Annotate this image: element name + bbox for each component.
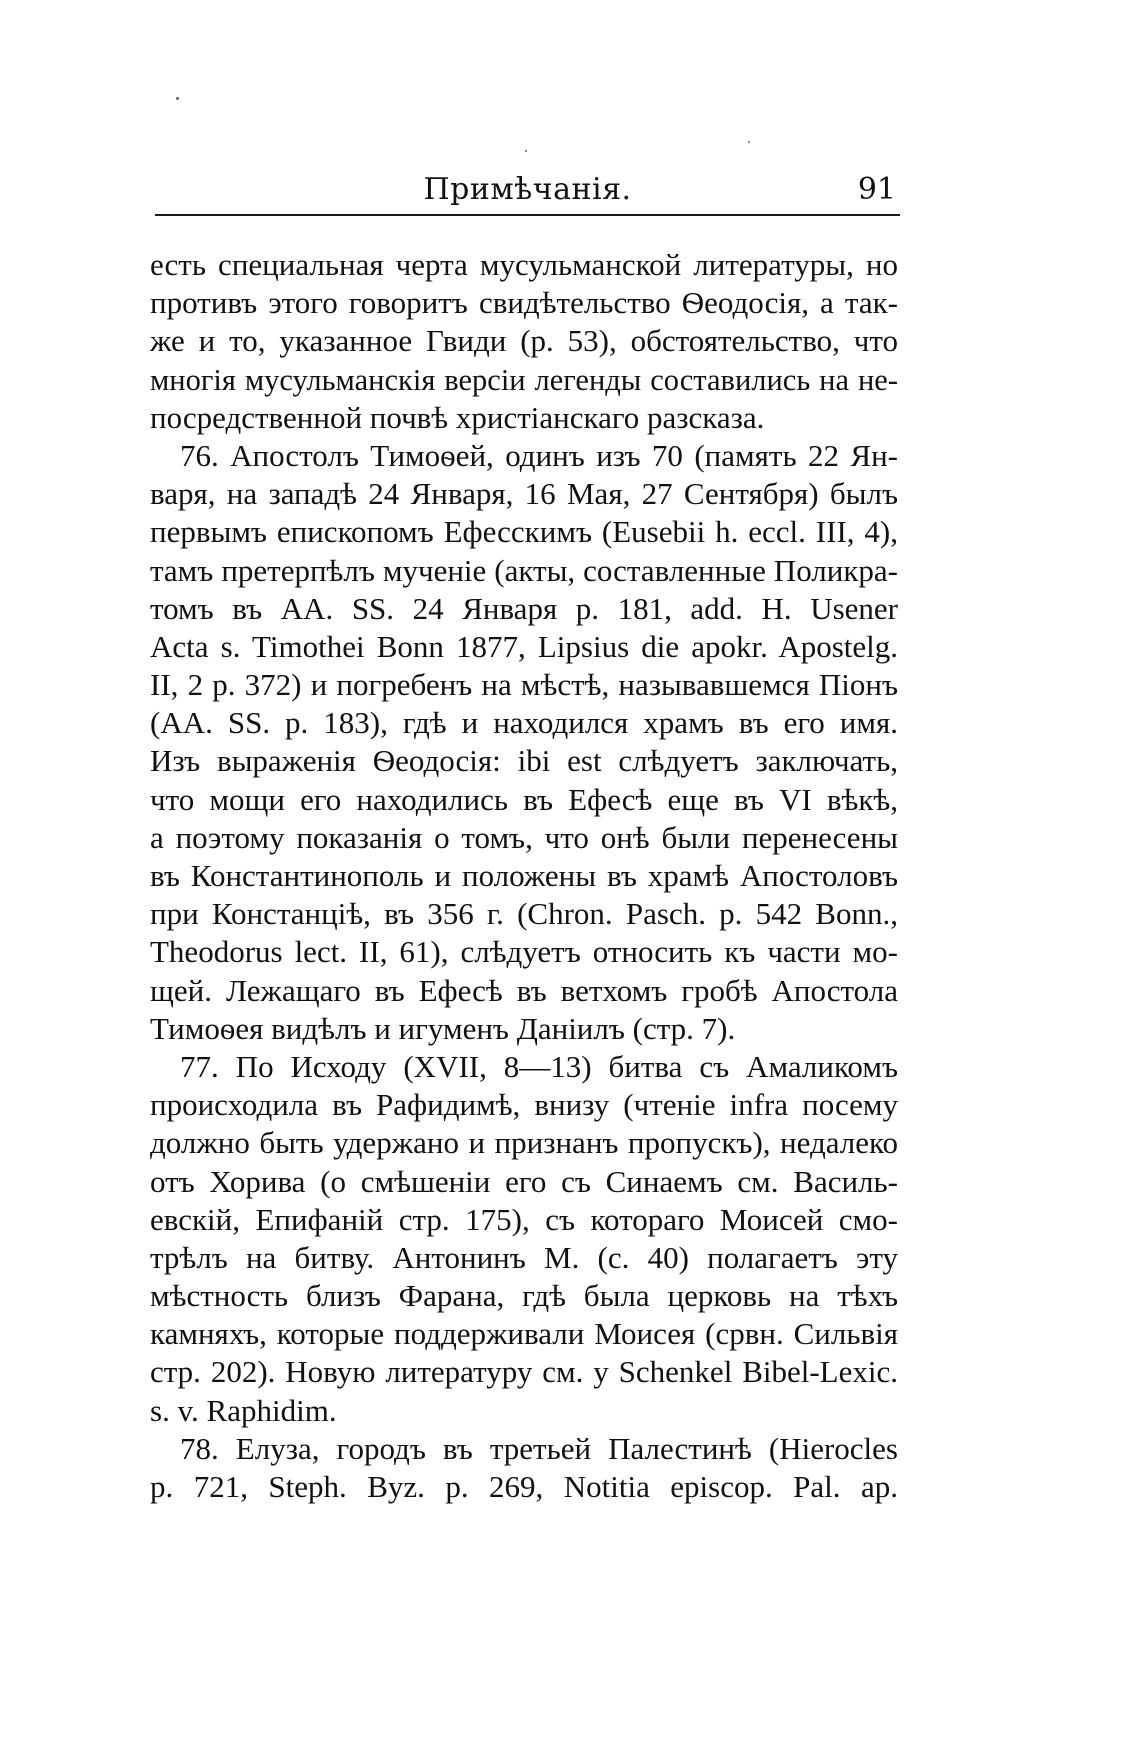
text-line: многія мусульманскія версіи легенды составились на не- [150, 362, 898, 397]
text-line: томъ въ АА. SS. 24 Января р. 181, add. H. Usener [150, 590, 898, 626]
note-78-first-line: 78. Елуза, городъ въ третьей Палестинѣ (Hierocles [180, 1430, 898, 1466]
text-line: есть специальная черта мусульманской литературы, но [150, 247, 898, 282]
text-line: первымъ епископомъ Ефесскимъ (Eusebii h. eccl. III, 4), [150, 514, 898, 550]
text-line: евскій, Епифаній стр. 175), съ котораго Моисей смо- [150, 1201, 898, 1237]
text-line: происходила въ Рафидимѣ, внизу (чтеніе infra посему [150, 1087, 898, 1123]
running-title: Примѣчанія. [423, 172, 632, 207]
text-line: s. v. Raphidim. [150, 1392, 337, 1428]
text-line: Acta s. Timothei Bonn 1877, Lipsius die apokr. Apostelg. [150, 628, 898, 664]
text-line: Тимоѳея видѣлъ и игуменъ Даніилъ (стр. 7). [150, 1010, 736, 1046]
page-number: 91 [857, 172, 896, 207]
text-line: посредственной почвѣ христіанскаго разсказа. [150, 399, 765, 435]
running-head [155, 170, 900, 216]
text-line: II, 2 р. 372) и погребенъ на мѣстѣ, называвшемся Піонъ [150, 667, 898, 703]
paper-speck [525, 150, 527, 152]
text-line: Theodorus lect. II, 61), слѣдуетъ относить къ части мо- [150, 934, 898, 970]
text-line: должно быть удержано и признанъ пропускъ), недалеко [150, 1125, 898, 1161]
text-line: варя, на западѣ 24 Января, 16 Мая, 27 Сентября) былъ [150, 476, 898, 512]
note-77-first-line: 77. По Исходу (XVII, 8—13) битва съ Амаликомъ [180, 1048, 898, 1084]
text-line: же и то, указанное Гвиди (р. 53), обстоятельство, что [150, 323, 898, 359]
text-line: а поэтому показанія о томъ, что онѣ были перенесены [150, 819, 898, 855]
text-line: р. 721, Steph. Byz. p. 269, Notitia episcop. Pal. ap. [150, 1469, 898, 1504]
text-line: въ Константинополь и положены въ храмѣ Апостоловъ [150, 858, 898, 893]
text-line: трѣлъ на битву. Антонинъ М. (с. 40) полагаетъ эту [150, 1239, 898, 1275]
text-line: (АА. SS. р. 183), гдѣ и находился храмъ въ его имя. [150, 705, 898, 741]
text-line: противъ этого говоритъ свидѣтельство Ѳеодосія, а так- [150, 285, 898, 321]
text-line: что мощи его находились въ Ефесѣ еще въ VI вѣкѣ, [150, 781, 898, 817]
text-line: отъ Хорива (о смѣшеніи его съ Синаемъ см. Василь- [150, 1163, 898, 1199]
paper-speck [748, 141, 750, 143]
text-line: Изъ выраженія Ѳеодосія: ibi est слѣдуетъ заключать, [150, 743, 898, 779]
text-line: стр. 202). Новую литературу см. у Schenkel Bibel-Lexic. [150, 1354, 898, 1390]
paper-speck [176, 97, 179, 100]
text-line: при Констанціѣ, въ 356 г. (Chron. Pasch. p. 542 Bonn., [150, 896, 898, 932]
text-line: тамъ претерпѣлъ мученіе (акты, составленные Поликра- [150, 552, 898, 588]
text-line: щей. Лежащаго въ Ефесѣ въ ветхомъ гробѣ Апостола [150, 972, 898, 1008]
body-text [150, 246, 898, 1506]
text-line: камняхъ, которые поддерживали Моисея (срвн. Сильвія [150, 1316, 898, 1352]
text-line: мѣстность близъ Фарана, гдѣ была церковь на тѣхъ [150, 1278, 898, 1314]
note-76-first-line: 76. Апостолъ Тимоѳей, одинъ изъ 70 (память 22 Ян- [180, 437, 898, 473]
